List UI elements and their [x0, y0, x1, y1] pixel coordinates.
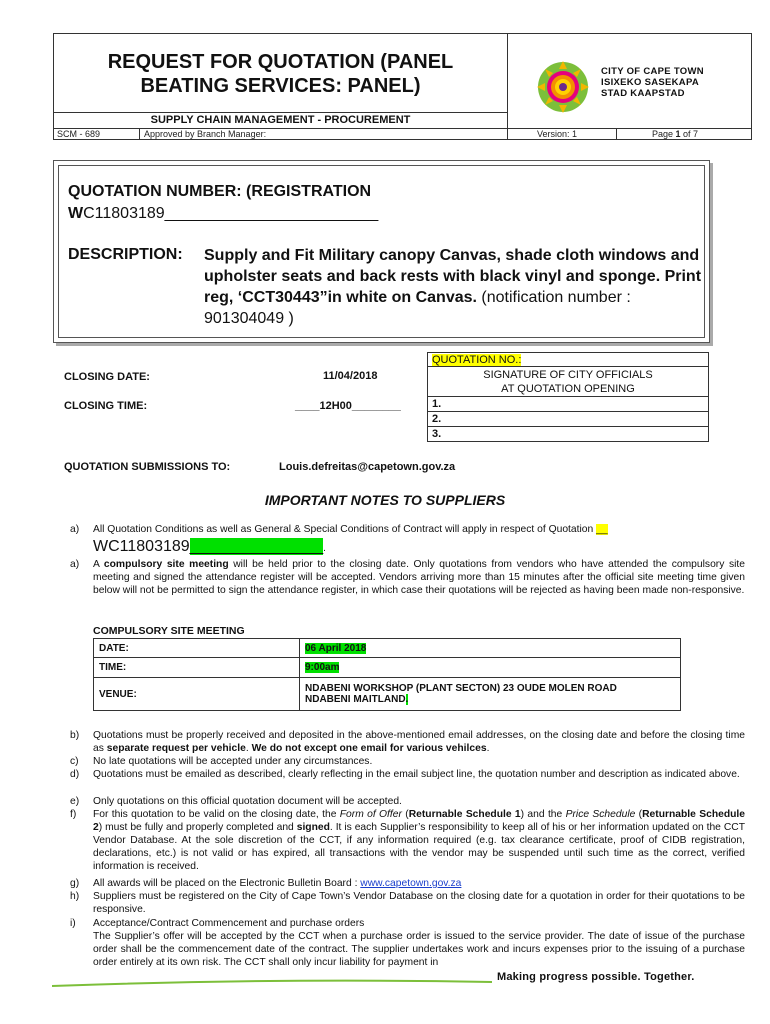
- list-marker: e): [70, 796, 80, 807]
- logo-text: CITY OF CAPE TOWN ISIXEKO SASEKAPA STAD KAAPSTAD: [601, 66, 704, 99]
- title-line-1: REQUEST FOR QUOTATION (PANEL: [107, 51, 454, 73]
- site-date-label: DATE:: [94, 639, 300, 658]
- note-c: No late quotations will be accepted under any circumstances.: [93, 756, 373, 767]
- note-b: Quotations must be properly received and deposited in the above-mentioned email addresses, on the closing date and before the closing time as separate request per vehicle. We do not except one email for various vehilces.: [93, 730, 745, 754]
- site-venue-label: VENUE:: [94, 678, 300, 711]
- closing-date-value: 11/04/2018: [323, 370, 378, 382]
- page-number: Page 1 of 7: [652, 129, 699, 139]
- notes-title: IMPORTANT NOTES TO SUPPLIERS: [264, 492, 506, 508]
- site-meeting-table: [93, 638, 681, 711]
- header-divider: [139, 128, 140, 140]
- site-venue-value: NDABENI WORKSHOP (PLANT SECTON) 23 OUDE MOLEN ROAD NDABENI MAITLAND.: [300, 678, 681, 711]
- site-meeting-title: COMPULSORY SITE MEETING: [93, 625, 245, 637]
- list-marker: g): [70, 878, 80, 889]
- approved-by: Approved by Branch Manager:: [144, 129, 267, 139]
- list-marker: a): [70, 559, 80, 570]
- site-date-value: 06 April 2018: [305, 642, 367, 654]
- description-label: DESCRIPTION:: [68, 246, 183, 263]
- list-marker: a): [70, 524, 80, 535]
- note-g: All awards will be placed on the Electronic Bulletin Board : www.capetown.gov.za: [93, 878, 462, 889]
- footer-swoosh: [52, 976, 492, 990]
- closing-date-label: CLOSING DATE:: [64, 371, 150, 383]
- list-marker: d): [70, 769, 80, 780]
- list-marker: b): [70, 730, 80, 741]
- document-header: [53, 33, 752, 140]
- note-h: Suppliers must be registered on the City of Cape Town’s Vendor Database on the closing date for a quotation in order for their quotations to be responsive.: [93, 891, 745, 915]
- description-text: Supply and Fit Military canopy Canvas, shade cloth windows and upholster seats and back rests with black vinyl and sponge. Print reg, ‘CCT30443”in white on Canvas. (notification number : 901304049 ): [204, 247, 702, 327]
- list-marker: h): [70, 891, 80, 902]
- site-time-value: 9:00am: [305, 662, 340, 673]
- note-e: Only quotations on this official quotation document will be accepted.: [93, 796, 402, 807]
- closing-time-value: ____12H00________: [295, 400, 401, 412]
- bulletin-board-link[interactable]: www.capetown.gov.za: [360, 878, 462, 889]
- signature-row[interactable]: 2.: [428, 412, 709, 427]
- header-subtitle: SUPPLY CHAIN MANAGEMENT - PROCUREMENT: [150, 114, 411, 126]
- quotation-no-label: QUOTATION NO.:: [432, 353, 522, 366]
- doc-code: SCM - 689: [57, 129, 101, 139]
- note-a2: A compulsory site meeting will be held prior to the closing date. Only quotations from vendors who have attended the compulsory site meeting and signed the attendance register will be accepted. Vendors arriving more than 15 minutes after the official site meeting time given below will not be permitted to sign the attendance register, in which case their quotations will be rejected as having been made non-responsive.: [93, 559, 745, 596]
- header-divider: [507, 34, 508, 140]
- note-i: Acceptance/Contract Commencement and purchase orders The Supplier’s offer will be accepted by the CCT when a purchase order is issued to the service provider. The date of issue of the purchase order shall be the commencement date of the contract. The supplier undertakes work and incurs expenses prior to the issuing of a purchase order entirely at its own risk. The CCT shall only incur liability for payment in: [93, 918, 745, 968]
- notification-number: (notification number : 901304049 ): [204, 289, 631, 327]
- note-d: Quotations must be emailed as described, clearly reflecting in the email subject line, the quotation number and description as indicated above.: [93, 769, 740, 780]
- quotation-reference: WC11803189________________________: [68, 205, 379, 222]
- signature-table: [427, 352, 709, 442]
- quotation-box: [53, 160, 710, 343]
- signature-row[interactable]: 1.: [428, 397, 709, 412]
- footer-slogan: Making progress possible. Together.: [497, 971, 695, 983]
- submissions-label: QUOTATION SUBMISSIONS TO:: [64, 461, 231, 473]
- note-f: For this quotation to be valid on the closing date, the Form of Offer (Returnable Schedule 1) and the Price Schedule (Returnable Schedule 2) must be fully and properly completed and signed. It is each Supplier’s responsibility to keep all of his or her information updated on the CCT Vendor Database. At the sole discretion of the CCT, if any information required (e.g. tax clearance certificate, proof of CIDB registration, declarations, etc.) is not valid or has expired, all transactions with the vendor may be suspended until such time as the correct, verified information is received.: [93, 809, 746, 872]
- version: Version: 1: [537, 129, 578, 139]
- list-marker: c): [70, 756, 79, 767]
- submissions-email[interactable]: Louis.defreitas@capetown.gov.za: [279, 461, 456, 473]
- header-divider: [616, 128, 617, 140]
- note-a1: All Quotation Conditions as well as General & Special Conditions of Contract will apply in respect of Quotation __: [93, 524, 608, 535]
- header-rule: [54, 112, 507, 113]
- quotation-number-label: QUOTATION NUMBER: (REGISTRATION: [68, 183, 372, 200]
- closing-time-label: CLOSING TIME:: [64, 400, 148, 412]
- signature-row[interactable]: 3.: [428, 427, 709, 442]
- site-time-label: TIME:: [94, 658, 300, 678]
- list-marker: i): [70, 918, 76, 929]
- quotation-ref-large: WC11803189_______________.: [93, 538, 326, 555]
- title-line-2: BEATING SERVICES: PANEL): [140, 75, 421, 97]
- signature-heading: SIGNATURE OF CITY OFFICIALS AT QUOTATION OPENING: [428, 367, 709, 397]
- city-logo-icon: [531, 60, 595, 114]
- document-title: [54, 50, 507, 98]
- list-marker: f): [70, 809, 77, 820]
